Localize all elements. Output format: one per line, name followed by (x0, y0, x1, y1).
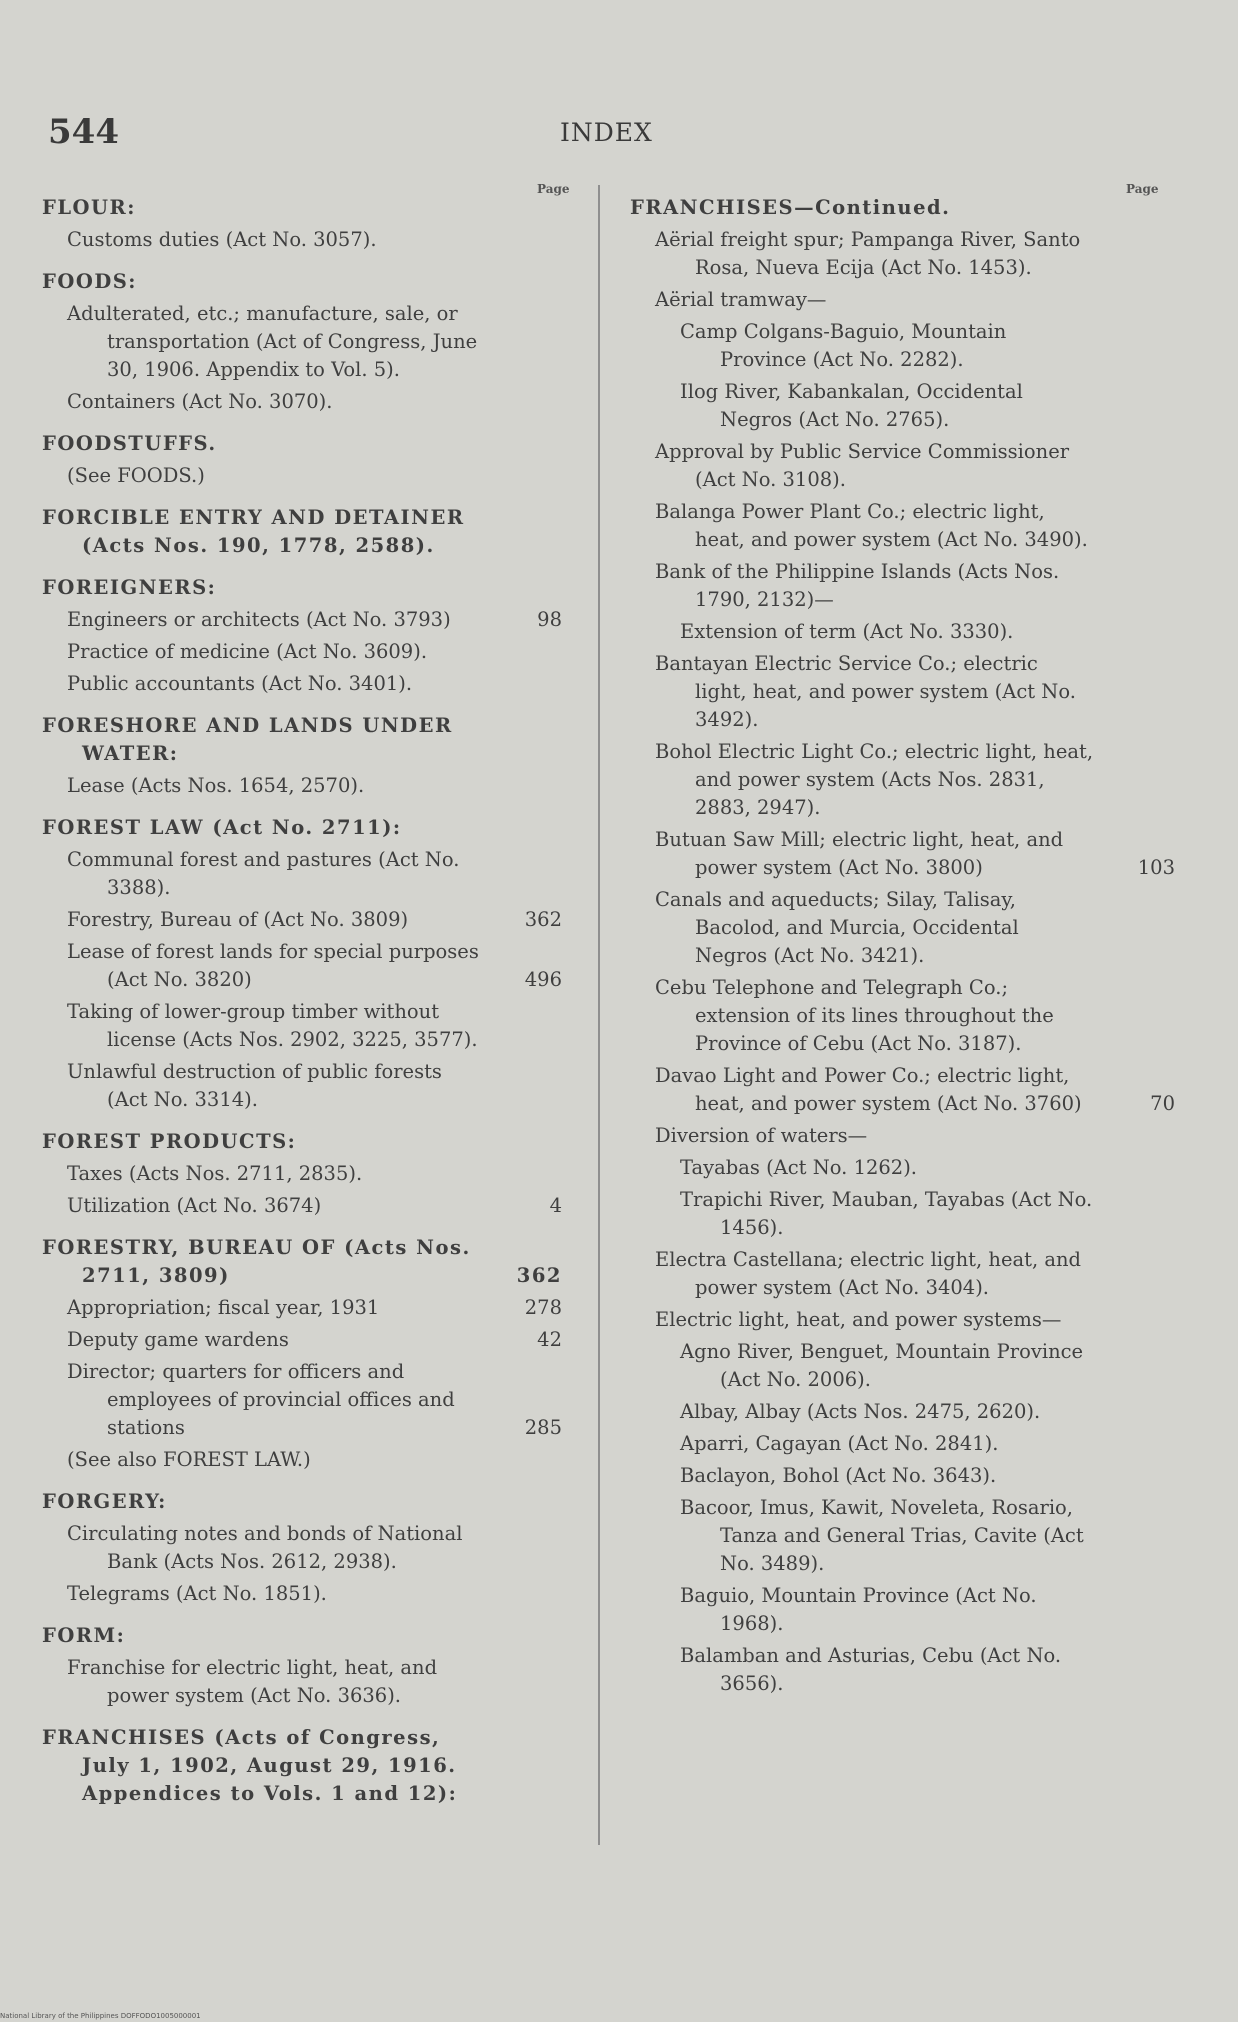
index-entry-text: FOODSTUFFS. (42, 432, 217, 455)
index-entry-text: Ilog River, Kabankalan, Occidental Negros (Act No. 2765). (680, 380, 1023, 431)
index-entry-text: Aërial tramway— (655, 288, 827, 311)
page-title: INDEX (560, 118, 653, 147)
index-entry-text: Balanga Power Plant Co.; electric light, heat, and power system (Act No. 3490). (655, 500, 1088, 551)
index-entry-text: Lease of forest lands for special purposes (Act No. 3820) (67, 940, 479, 991)
index-entry-text: Diversion of waters— (655, 1124, 868, 1147)
index-entry-text: FLOUR: (42, 196, 136, 219)
index-entry-text: Taking of lower-group timber without license (Acts Nos. 2902, 3225, 3577). (67, 1000, 478, 1051)
page-column-label-left: Page (537, 182, 570, 196)
index-entry (42, 1622, 562, 1650)
index-entry-text: Bohol Electric Light Co.; electric light, heat, and power system (Acts Nos. 2831, 2883, 2947). (655, 740, 1094, 819)
index-entry (42, 670, 562, 698)
index-entry-text: Bacoor, Imus, Kawit, Noveleta, Rosario, Tanza and General Trias, Cavite (Act No. 3489). (680, 1496, 1084, 1575)
index-entry (42, 1446, 562, 1474)
index-entry (630, 558, 1175, 614)
index-entry-text: Canals and aqueducts; Silay, Talisay, Bacolod, and Murcia, Occidental Negros (Act No. 3421). (655, 888, 1019, 967)
index-entry (630, 826, 1175, 882)
index-entry (630, 1062, 1175, 1118)
index-entry-text: Camp Colgans-Baguio, Mountain Province (Act No. 2282). (680, 320, 1007, 371)
index-entry (42, 1654, 562, 1710)
index-entry (42, 772, 562, 800)
index-entry-text: FORM: (42, 1624, 126, 1647)
index-entry-text: Baguio, Mountain Province (Act No. 1968). (680, 1584, 1037, 1635)
index-entry-page: 362 (524, 908, 562, 931)
index-entry (630, 1582, 1175, 1638)
index-entry (42, 300, 562, 384)
index-entry-text: Extension of term (Act No. 3330). (680, 620, 1014, 643)
index-entry-text: Utilization (Act No. 3674) (67, 1194, 322, 1217)
index-entry-text: (See also FOREST LAW.) (67, 1448, 311, 1471)
index-entry (42, 1520, 562, 1576)
index-entry-text: Bantayan Electric Service Co.; electric light, heat, and power system (Act No. 3492). (655, 652, 1076, 731)
column-divider (598, 185, 600, 1845)
index-entry-text: Unlawful destruction of public forests (Act No. 3314). (67, 1060, 442, 1111)
index-entry-text: Lease (Acts Nos. 1654, 2570). (67, 774, 365, 797)
index-entry-text: Forestry, Bureau of (Act No. 3809) (67, 908, 409, 931)
index-entry (42, 226, 562, 254)
index-entry-text: Agno River, Benguet, Mountain Province (Act No. 2006). (680, 1340, 1084, 1391)
index-entry-text: Adulterated, etc.; manufacture, sale, or transportation (Act of Congress, June 30, 1906. Appendix to Vol. 5). (67, 302, 478, 381)
index-entry (42, 814, 562, 842)
index-entry (630, 974, 1175, 1058)
index-entry (630, 1398, 1175, 1426)
index-entry (630, 378, 1175, 434)
index-entry-text: FOREST PRODUCTS: (42, 1130, 297, 1153)
index-entry (630, 226, 1175, 282)
index-entry-text: Trapichi River, Mauban, Tayabas (Act No. 1456). (680, 1188, 1093, 1239)
index-entry-text: Tayabas (Act No. 1262). (680, 1156, 918, 1179)
index-entry (630, 1246, 1175, 1302)
index-entry-text: FORGERY: (42, 1490, 167, 1513)
index-entry (630, 1462, 1175, 1490)
index-entry-text: Aparri, Cagayan (Act No. 2841). (680, 1432, 999, 1455)
index-entry-text: Albay, Albay (Acts Nos. 2475, 2620). (680, 1400, 1041, 1423)
index-entry (630, 1154, 1175, 1182)
index-entry-text: Appropriation; fiscal year, 1931 (67, 1296, 380, 1319)
index-entry (42, 462, 562, 490)
index-entry-text: FORESTRY, BUREAU OF (Acts Nos. 2711, 3809) (42, 1236, 471, 1287)
index-entry-text: Approval by Public Service Commissioner (Act No. 3108). (655, 440, 1070, 491)
index-entry-text: FOREIGNERS: (42, 576, 217, 599)
right-column (630, 180, 1175, 1698)
index-entry (630, 318, 1175, 374)
index-entry-text: Electric light, heat, and power systems— (655, 1308, 1062, 1331)
index-entry-text: Bank of the Philippine Islands (Acts Nos. 1790, 2132)— (655, 560, 1060, 611)
index-entry-page: 103 (1137, 856, 1175, 879)
index-entry (630, 438, 1175, 494)
index-entry-page: 4 (549, 1194, 562, 1217)
index-entry-page: 98 (537, 608, 562, 631)
index-entry-text: Electra Castellana; electric light, heat, and power system (Act No. 3404). (655, 1248, 1082, 1299)
index-entry-text: Practice of medicine (Act No. 3609). (67, 640, 428, 663)
index-entry (42, 430, 562, 458)
index-entry-text: Engineers or architects (Act No. 3793) (67, 608, 451, 631)
index-entry (42, 1128, 562, 1156)
index-entry-page: 496 (524, 968, 562, 991)
page-column-label-right: Page (1126, 182, 1159, 196)
index-entry-text: Telegrams (Act No. 1851). (67, 1582, 327, 1605)
index-entry (42, 388, 562, 416)
left-column (42, 180, 562, 1808)
index-entry (630, 738, 1175, 822)
index-entry (630, 194, 1175, 222)
index-entry (630, 650, 1175, 734)
index-entry (42, 1058, 562, 1114)
index-entry (42, 998, 562, 1054)
index-entry (42, 1358, 562, 1442)
index-entry (42, 846, 562, 902)
index-entry-text: Customs duties (Act No. 3057). (67, 228, 377, 251)
index-entry (42, 268, 562, 296)
index-entry (42, 938, 562, 994)
footer-note: National Library of the Philippines DOFFODO1005000001 (0, 2012, 201, 2020)
index-entry (42, 1724, 562, 1808)
index-entry-text: Taxes (Acts Nos. 2711, 2835). (67, 1162, 363, 1185)
index-entry-text: Director; quarters for officers and employees of provincial offices and stations (67, 1360, 455, 1439)
index-entry (42, 504, 562, 560)
index-entry (630, 618, 1175, 646)
index-entry (42, 712, 562, 768)
index-entry (42, 1160, 562, 1188)
index-entry-text: Balamban and Asturias, Cebu (Act No. 3656). (680, 1644, 1062, 1695)
index-entry (630, 1494, 1175, 1578)
index-entry-text: FOODS: (42, 270, 138, 293)
index-entry-text: Davao Light and Power Co.; electric light, heat, and power system (Act No. 3760) (655, 1064, 1082, 1115)
index-entry-text: Public accountants (Act No. 3401). (67, 672, 413, 695)
index-entry-text: Baclayon, Bohol (Act No. 3643). (680, 1464, 997, 1487)
index-entry-text: FRANCHISES (Acts of Congress, July 1, 1902, August 29, 1916. Appendices to Vols. 1 and 12): (42, 1726, 458, 1805)
index-entry (42, 1326, 562, 1354)
index-entry (630, 286, 1175, 314)
index-entry (630, 1430, 1175, 1458)
index-entry (42, 194, 562, 222)
index-entry-page: 42 (537, 1328, 562, 1351)
index-entry-text: FORCIBLE ENTRY AND DETAINER (Acts Nos. 190, 1778, 2588). (42, 506, 465, 557)
index-entry (42, 638, 562, 666)
index-entry (630, 1186, 1175, 1242)
index-entry-text: (See FOODS.) (67, 464, 205, 487)
index-entry (630, 1122, 1175, 1150)
index-entry (42, 906, 562, 934)
index-entry-text: FRANCHISES—Continued. (630, 196, 951, 219)
index-entry-text: Communal forest and pastures (Act No. 3388). (67, 848, 460, 899)
index-entry (630, 1642, 1175, 1698)
index-entry-page: 278 (524, 1296, 562, 1319)
index-entry (42, 606, 562, 634)
index-entry (630, 1306, 1175, 1334)
index-entry-text: Butuan Saw Mill; electric light, heat, and power system (Act No. 3800) (655, 828, 1064, 879)
index-entry (42, 1234, 562, 1290)
index-entry-text: Cebu Telephone and Telegraph Co.; extension of its lines throughout the Province of Cebu (Act No. 3187). (655, 976, 1054, 1055)
index-entry-text: Circulating notes and bonds of National Bank (Acts Nos. 2612, 2938). (67, 1522, 463, 1573)
index-entry (42, 1192, 562, 1220)
index-entry (630, 498, 1175, 554)
index-entry-text: Franchise for electric light, heat, and power system (Act No. 3636). (67, 1656, 438, 1707)
index-entry-text: FORESHORE AND LANDS UNDER WATER: (42, 714, 453, 765)
index-entry (42, 1294, 562, 1322)
index-entry (42, 1580, 562, 1608)
index-entry-page: 285 (524, 1416, 562, 1439)
index-entry (42, 1488, 562, 1516)
index-entry-text: FOREST LAW (Act No. 2711): (42, 816, 402, 839)
index-entry-text: Deputy game wardens (67, 1328, 289, 1351)
index-entry (630, 886, 1175, 970)
index-entry-page: 362 (516, 1264, 562, 1287)
index-entry-text: Containers (Act No. 3070). (67, 390, 333, 413)
index-entry (630, 1338, 1175, 1394)
index-entry-page: 70 (1150, 1092, 1175, 1115)
page-number: 544 (48, 112, 119, 152)
index-entry-text: Aërial freight spur; Pampanga River, Santo Rosa, Nueva Ecija (Act No. 1453). (655, 228, 1081, 279)
index-entry (42, 574, 562, 602)
